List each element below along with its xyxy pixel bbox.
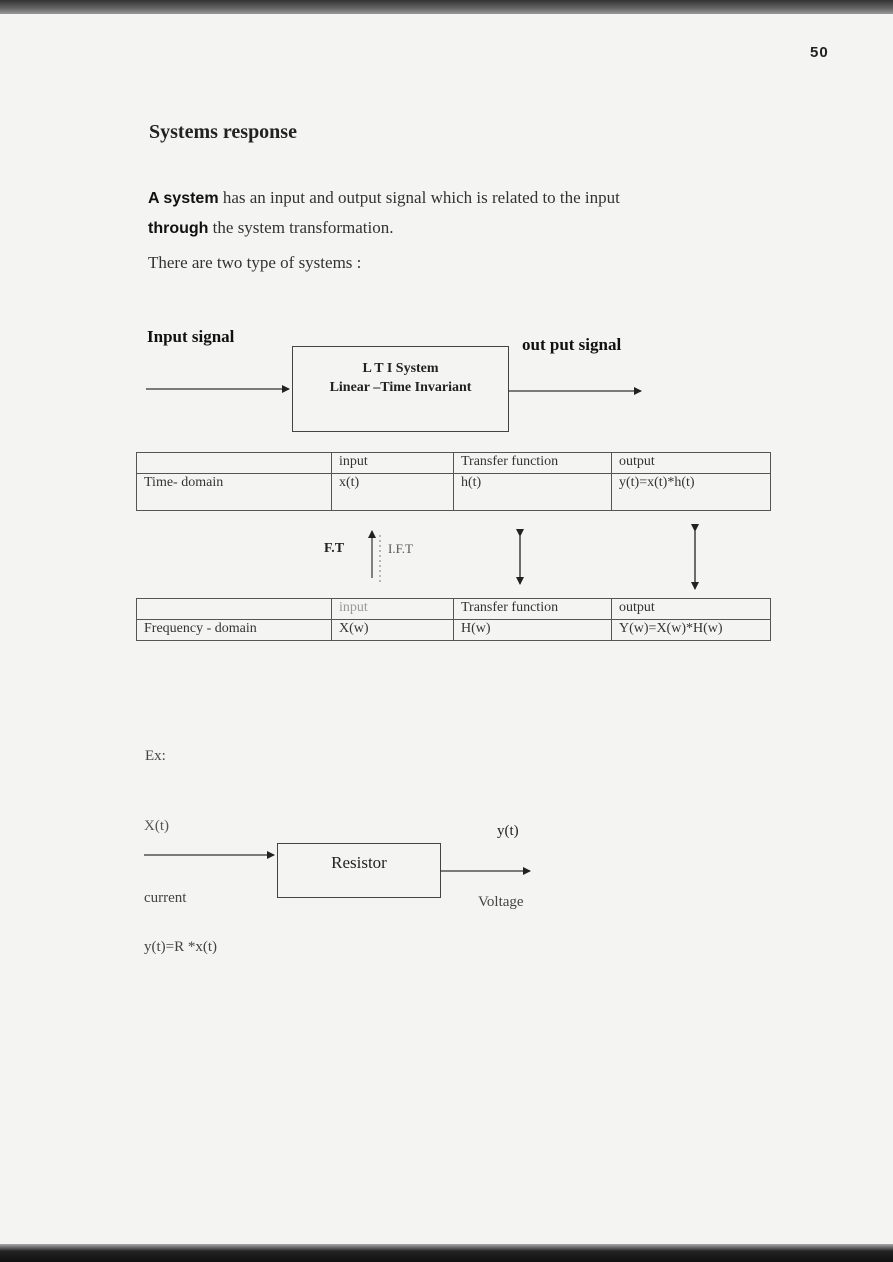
table-cell: output [612, 453, 771, 474]
scan-edge-bottom [0, 1244, 893, 1262]
example-label: Ex: [145, 748, 166, 764]
input-signal-label: Input signal [147, 327, 235, 346]
table-cell: Y(w)=X(w)*H(w) [612, 620, 771, 641]
resistor-label: Resistor [331, 853, 387, 872]
intro-line-1-rest: has an input and output signal which is related to the input [218, 188, 620, 207]
lti-box-line-1: L T I System [362, 361, 439, 376]
section-title: Systems response [149, 121, 297, 143]
table-cell: h(t) [454, 474, 612, 511]
ift-label: I.F.T [388, 541, 413, 556]
example-output-signal: y(t) [497, 823, 519, 839]
ft-label: F.T [324, 541, 345, 556]
example-output-desc: Voltage [478, 894, 524, 910]
lti-box-line-2: Linear –Time Invariant [329, 380, 472, 395]
table-cell: output [612, 599, 771, 620]
intro-line-2-rest: the system transformation. [208, 218, 394, 237]
table-cell: y(t)=x(t)*h(t) [612, 474, 771, 511]
page-number: 50 [810, 44, 829, 61]
table-cell: X(w) [332, 620, 454, 641]
intro-line-2-lead: through [148, 220, 209, 237]
table-cell: x(t) [332, 474, 454, 511]
intro-line-3: There are two type of systems : [148, 253, 362, 272]
table-cell: input [332, 599, 454, 620]
intro-line-1-lead: A system [148, 190, 219, 207]
table-cell: Transfer function [454, 453, 612, 474]
table-cell: H(w) [454, 620, 612, 641]
table-cell: input [332, 453, 454, 474]
example-input-signal: X(t) [144, 818, 169, 834]
table-cell: Transfer function [454, 599, 612, 620]
table-cell: Frequency - domain [137, 620, 332, 641]
table-cell: Time- domain [137, 474, 332, 511]
output-signal-label: out put signal [522, 335, 622, 354]
example-input-desc: current [144, 890, 187, 906]
example-equation: y(t)=R *x(t) [144, 939, 218, 955]
